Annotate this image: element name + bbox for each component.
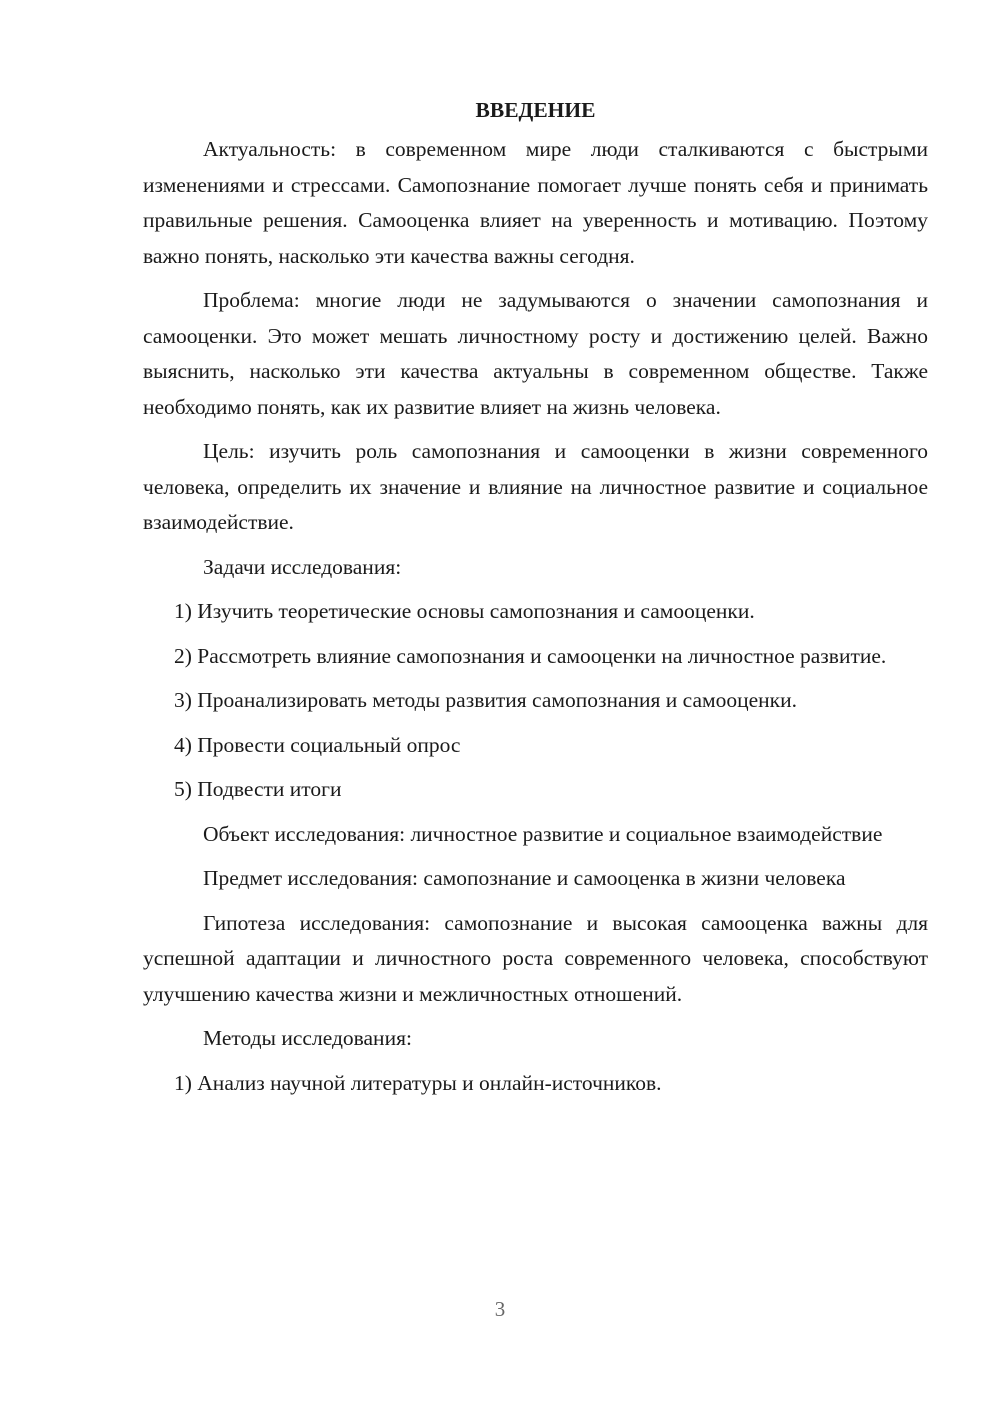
paragraph-relevance: Актуальность: в современном мире люди сталкиваются с быстрыми изменениями и стрессами. Самопознание помогает лучше понять себя и принимать правильные решения. Самооценка влияет на уверенность и мотивацию. Поэтому важно понять, насколько эти качества важны сегодня. [143,137,928,268]
page-number: 3 [494,1297,506,1321]
paragraph-hypothesis: Гипотеза исследования: самопознание и высокая самооценка важны для успешной адаптации и личностного роста современного человека, способствуют улучшению качества жизни и межличностных отношений. [143,910,928,1006]
list-item-task-2: 2) Рассмотреть влияние самопознания и самооценки на личностное развитие. [174,643,887,668]
document-page [143,92,928,1110]
paragraph-object: Объект исследования: личностное развитие и социальное взаимодействие [203,821,883,846]
paragraph-goal: Цель: изучить роль самопознания и самооценки в жизни современного человека, определить их значение и влияние на личностное развитие и социальное взаимодействие. [143,439,928,534]
list-item-method-1: 1) Анализ научной литературы и онлайн-источников. [174,1070,662,1095]
list-item-task-5: 5) Подвести итоги [174,777,342,801]
list-item-task-4: 4) Провести социальный опрос [174,732,461,757]
paragraph-subject: Предмет исследования: самопознание и самооценка в жизни человека [203,866,846,890]
page-title: ВВЕДЕНИЕ [475,98,596,122]
list-item-task-3: 3) Проанализировать методы развития самопознания и самооценки. [174,688,798,712]
paragraph-tasks-heading: Задачи исследования: [203,554,402,579]
paragraph-methods-heading: Методы исследования: [203,1026,412,1050]
list-item-task-1: 1) Изучить теоретические основы самопознания и самооценки. [174,599,755,623]
paragraph-problem: Проблема: многие люди не задумываются о значении самопознания и самооценки. Это может мешать личностному росту и достижению целей. Важно выяснить, насколько эти качества актуальны в современном обществе. Также необходимо понять, как их развитие влияет на жизнь человека. [143,288,928,419]
